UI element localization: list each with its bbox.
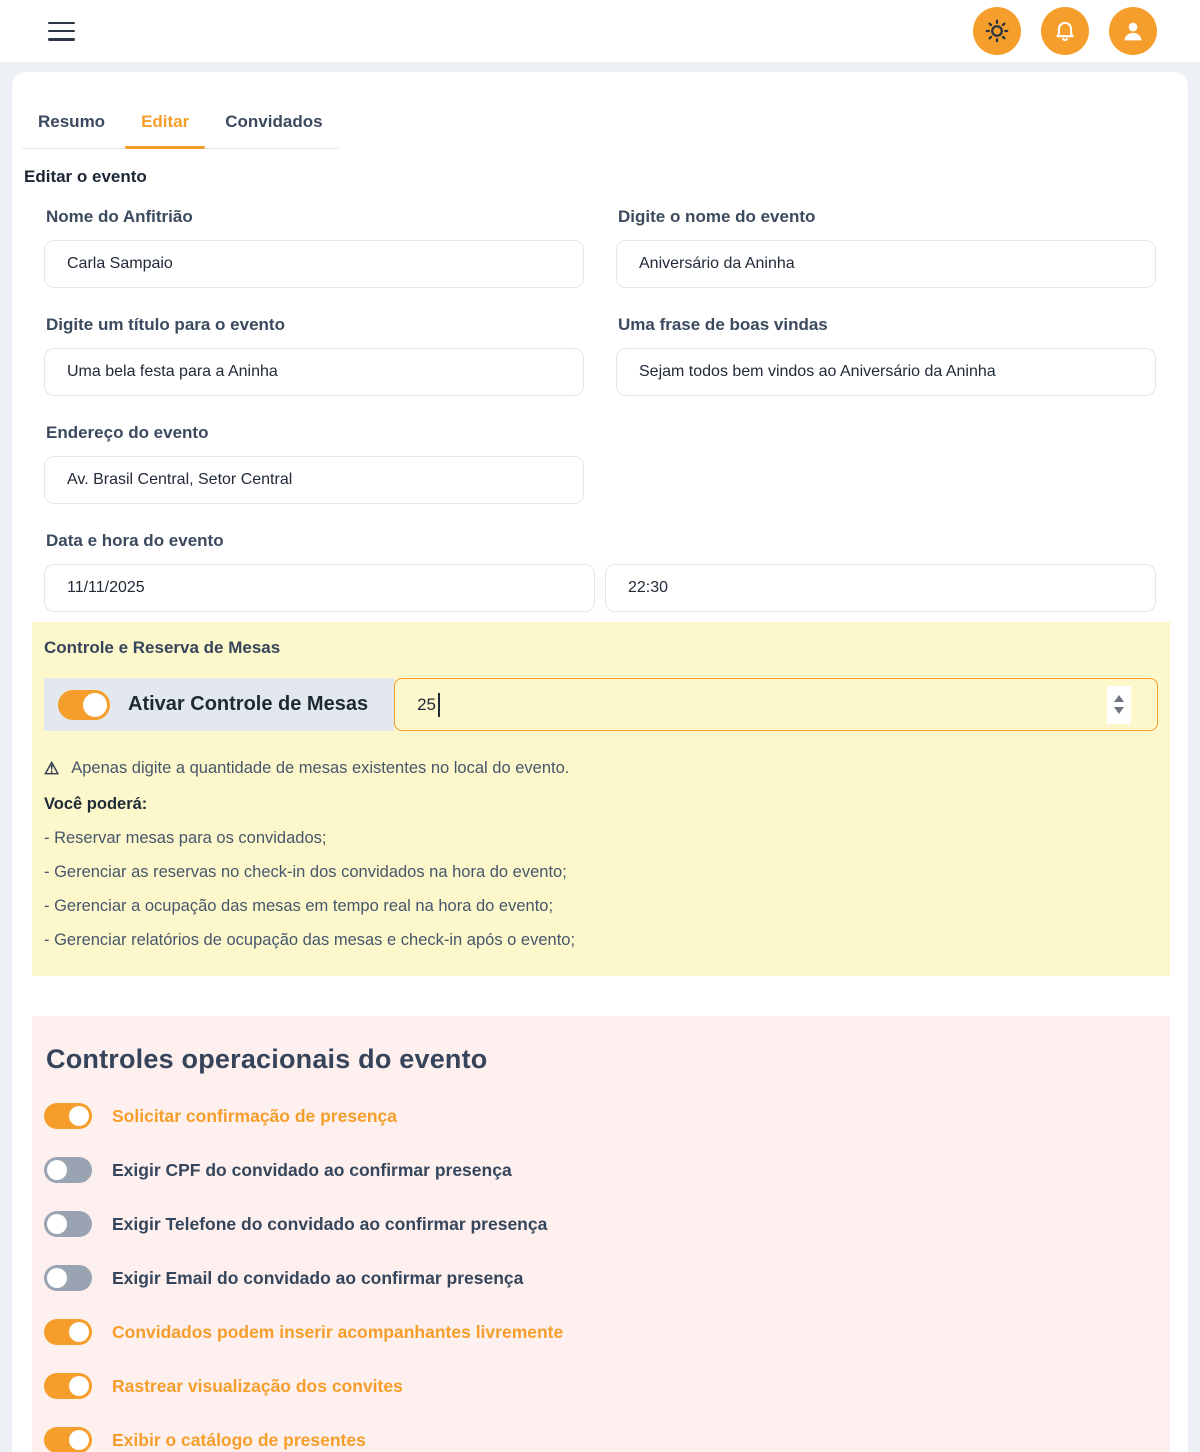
control-row-track-views — [44, 1373, 1158, 1399]
tables-control-section — [32, 622, 1170, 976]
page-title: Editar o evento — [24, 167, 147, 186]
table-count-field[interactable] — [394, 678, 1158, 731]
control-row-show-gift-catalog — [44, 1427, 1158, 1452]
control-row-require-cpf — [44, 1157, 1158, 1183]
benefit-item: - Gerenciar as reservas no check-in dos convidados na hora do evento; — [44, 863, 567, 882]
control-label: Exibir o catálogo de presentes — [112, 1429, 366, 1450]
sun-icon — [984, 18, 1010, 44]
profile-button[interactable] — [1109, 7, 1157, 55]
control-row-allow-companions — [44, 1319, 1158, 1345]
user-icon — [1119, 17, 1147, 45]
control-row-confirm-presence — [44, 1103, 1158, 1129]
toggle-require-cpf[interactable] — [44, 1157, 92, 1183]
top-bar — [0, 0, 1200, 62]
control-row-require-phone — [44, 1211, 1158, 1237]
event-name-label: Digite o nome do evento — [618, 207, 816, 226]
toggle-show-gift-catalog[interactable] — [44, 1427, 92, 1452]
control-label: Exigir CPF do convidado ao confirmar presença — [112, 1159, 512, 1180]
warning-icon: ⚠ — [44, 759, 60, 778]
stepper-down-icon[interactable] — [1114, 707, 1124, 714]
toggle-require-phone[interactable] — [44, 1211, 92, 1237]
event-title-field[interactable] — [44, 348, 584, 396]
welcome-phrase-label: Uma frase de boas vindas — [618, 315, 828, 334]
stepper-up-icon[interactable] — [1114, 695, 1124, 702]
tables-warning — [44, 759, 1158, 779]
address-field[interactable] — [44, 456, 584, 504]
operational-controls-section — [32, 1016, 1170, 1452]
toggle-require-email[interactable] — [44, 1265, 92, 1291]
control-label: Solicitar confirmação de presença — [112, 1105, 397, 1126]
control-row-require-email — [44, 1265, 1158, 1291]
control-label: Rastrear visualização dos convites — [112, 1375, 403, 1396]
datetime-label: Data e hora do evento — [46, 531, 224, 550]
warning-text: Apenas digite a quantidade de mesas existentes no local do evento. — [71, 759, 570, 777]
event-tabs — [22, 112, 339, 149]
tables-toggle-group — [44, 678, 1158, 731]
control-label: Exigir Email do convidado ao confirmar presença — [112, 1267, 524, 1288]
tab-editar[interactable]: Editar — [125, 112, 205, 149]
tab-resumo[interactable]: Resumo — [38, 112, 106, 131]
benefit-item: - Gerenciar relatórios de ocupação das mesas e check-in após o evento; — [44, 931, 576, 950]
toggle-confirm-presence[interactable] — [44, 1103, 92, 1129]
event-form — [44, 207, 1156, 612]
control-label: Convidados podem inserir acompanhantes livremente — [112, 1321, 564, 1342]
event-title-label: Digite um título para o evento — [46, 315, 285, 334]
text-cursor — [438, 693, 440, 717]
benefit-item: - Reservar mesas para os convidados; — [44, 829, 327, 848]
bell-icon — [1052, 18, 1078, 44]
benefit-item: - Gerenciar a ocupação das mesas em tempo real na hora do evento; — [44, 897, 554, 916]
host-name-label: Nome do Anfitrião — [46, 207, 193, 226]
toggle-track-views[interactable] — [44, 1373, 92, 1399]
control-label: Exigir Telefone do convidado ao confirmar presença — [112, 1213, 548, 1234]
topbar-actions — [973, 7, 1157, 55]
table-count-value: 25 — [417, 694, 436, 714]
event-time-field[interactable] — [605, 564, 1156, 612]
host-name-field[interactable] — [44, 240, 584, 288]
tables-toggle-label: Ativar Controle de Mesas — [128, 693, 369, 715]
tables-control-toggle[interactable] — [58, 690, 110, 720]
number-stepper[interactable] — [1107, 686, 1131, 724]
controls-section-title: Controles operacionais do evento — [46, 1044, 488, 1075]
event-edit-card — [12, 72, 1188, 1452]
menu-icon[interactable] — [48, 22, 75, 41]
event-name-field[interactable] — [616, 240, 1156, 288]
event-date-field[interactable] — [44, 564, 595, 612]
toggle-allow-companions[interactable] — [44, 1319, 92, 1345]
address-label: Endereço do evento — [46, 423, 209, 442]
tables-toggle-label-box — [44, 678, 394, 731]
tab-convidados[interactable]: Convidados — [225, 112, 323, 131]
theme-toggle-button[interactable] — [973, 7, 1021, 55]
benefits-title: Você poderá: — [44, 795, 148, 814]
tables-section-title: Controle e Reserva de Mesas — [44, 638, 281, 657]
notifications-button[interactable] — [1041, 7, 1089, 55]
welcome-phrase-field[interactable] — [616, 348, 1156, 396]
